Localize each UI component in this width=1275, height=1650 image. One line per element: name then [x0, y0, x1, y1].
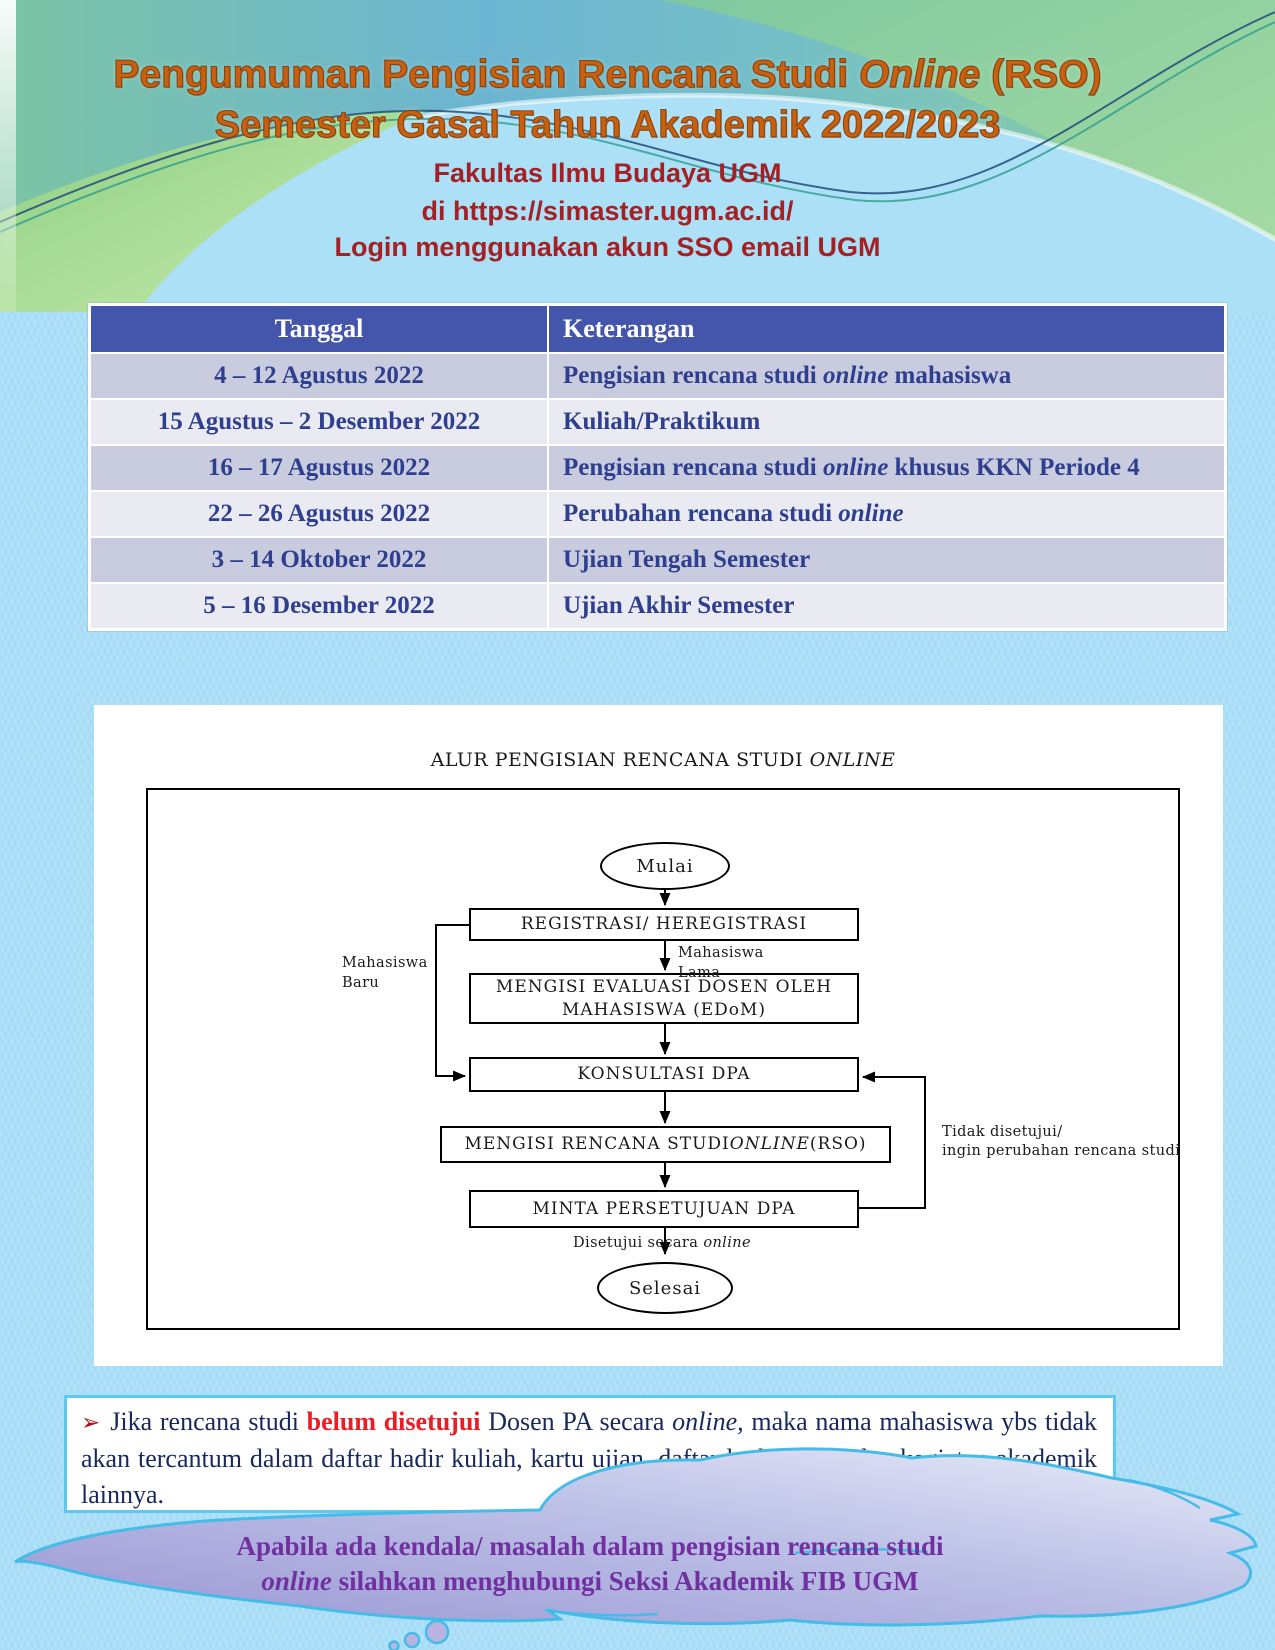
date-cell: 16 – 17 Agustus 2022 — [91, 446, 547, 490]
arrow-bullet-icon: ➢ — [81, 1410, 101, 1436]
node-registrasi: REGISTRASI/ HEREGISTRASI — [469, 908, 859, 941]
date-cell: 22 – 26 Agustus 2022 — [91, 492, 547, 536]
edge-label-mahasiswa-baru: Mahasiswa Baru — [342, 955, 428, 991]
description-cell: Kuliah/Praktikum — [549, 400, 1224, 444]
thought-bubble-icon — [390, 1642, 399, 1650]
description-cell: Perubahan rencana studi online — [549, 492, 1224, 536]
description-cell: Pengisian rencana studi online mahasiswa — [549, 354, 1224, 398]
page-title-line1: Pengumuman Pengisian Rencana Studi Online (RSO) — [113, 53, 1102, 96]
table-row — [91, 400, 1224, 444]
cloud-callout-text — [150, 1529, 1030, 1599]
node-edom-line2: MAHASISWA (EDoM) — [561, 999, 767, 1020]
edge-label-mahasiswa-lama: Mahasiswa Lama — [678, 945, 764, 981]
flowchart-panel — [94, 705, 1223, 1366]
node-edom — [469, 973, 859, 1024]
node-konsultasi: KONSULTASI DPA — [469, 1057, 859, 1092]
node-end: Selesai — [597, 1262, 733, 1314]
node-rso: MENGISI RENCANA STUDI ONLINE (RSO) — [440, 1126, 891, 1163]
date-cell: 3 – 14 Oktober 2022 — [91, 538, 547, 582]
edge-label-tidak-disetujui: Tidak disetujui/ ingin perubahan rencana studi — [942, 1124, 1181, 1159]
node-edom-line1: MENGISI EVALUASI DOSEN OLEH — [495, 976, 833, 997]
flowchart-title: ALUR PENGISIAN RENCANA STUDI ONLINE — [430, 749, 896, 771]
node-minta: MINTA PERSETUJUAN DPA — [469, 1190, 859, 1228]
description-cell: Ujian Tengah Semester — [549, 538, 1224, 582]
date-cell: 5 – 16 Desember 2022 — [91, 584, 547, 628]
table-row — [91, 492, 1224, 536]
description-cell: Pengisian rencana studi online khusus KKN Periode 4 — [549, 446, 1224, 490]
cloud-text-line1: Apabila ada kendala/ masalah dalam pengisian rencana studi — [236, 1531, 944, 1561]
note-text: Jika rencana studi belum disetujui Dosen PA secara online, maka nama mahasiswa ybs tidak akan tercantum dalam daftar hadir kuliah, kartu ujian, daftar hadir ujian, dan kegiatan akademik lainnya. — [81, 1407, 1097, 1509]
login-instruction: Login menggunakan akun SSO email UGM — [334, 232, 881, 262]
date-cell: 4 – 12 Agustus 2022 — [91, 354, 547, 398]
table-row — [91, 446, 1224, 490]
table-row — [91, 538, 1224, 582]
thought-bubble-icon — [405, 1633, 419, 1647]
schedule-table — [88, 303, 1227, 631]
cloud-text-line2: online silahkan menghubungi Seksi Akademik FIB UGM — [261, 1566, 919, 1596]
table-row — [91, 584, 1224, 628]
faculty-name: Fakultas Ilmu Budaya UGM — [433, 158, 782, 188]
node-start: Mulai — [600, 842, 730, 890]
column-header-keterangan: Keterangan — [549, 306, 1224, 352]
column-header-tanggal: Tanggal — [91, 306, 547, 352]
thought-bubble-icon — [426, 1621, 448, 1643]
table-row — [91, 354, 1224, 398]
table-header-row — [91, 306, 1224, 352]
simaster-url[interactable]: di https://simaster.ugm.ac.id/ — [421, 196, 794, 226]
header-wave-art — [0, 0, 1275, 312]
edge-label-disetujui: Disetujui secara online — [573, 1235, 751, 1251]
page-title-line2: Semester Gasal Tahun Akademik 2022/2023 — [214, 104, 1001, 146]
date-cell: 15 Agustus – 2 Desember 2022 — [91, 400, 547, 444]
description-cell: Ujian Akhir Semester — [549, 584, 1224, 628]
